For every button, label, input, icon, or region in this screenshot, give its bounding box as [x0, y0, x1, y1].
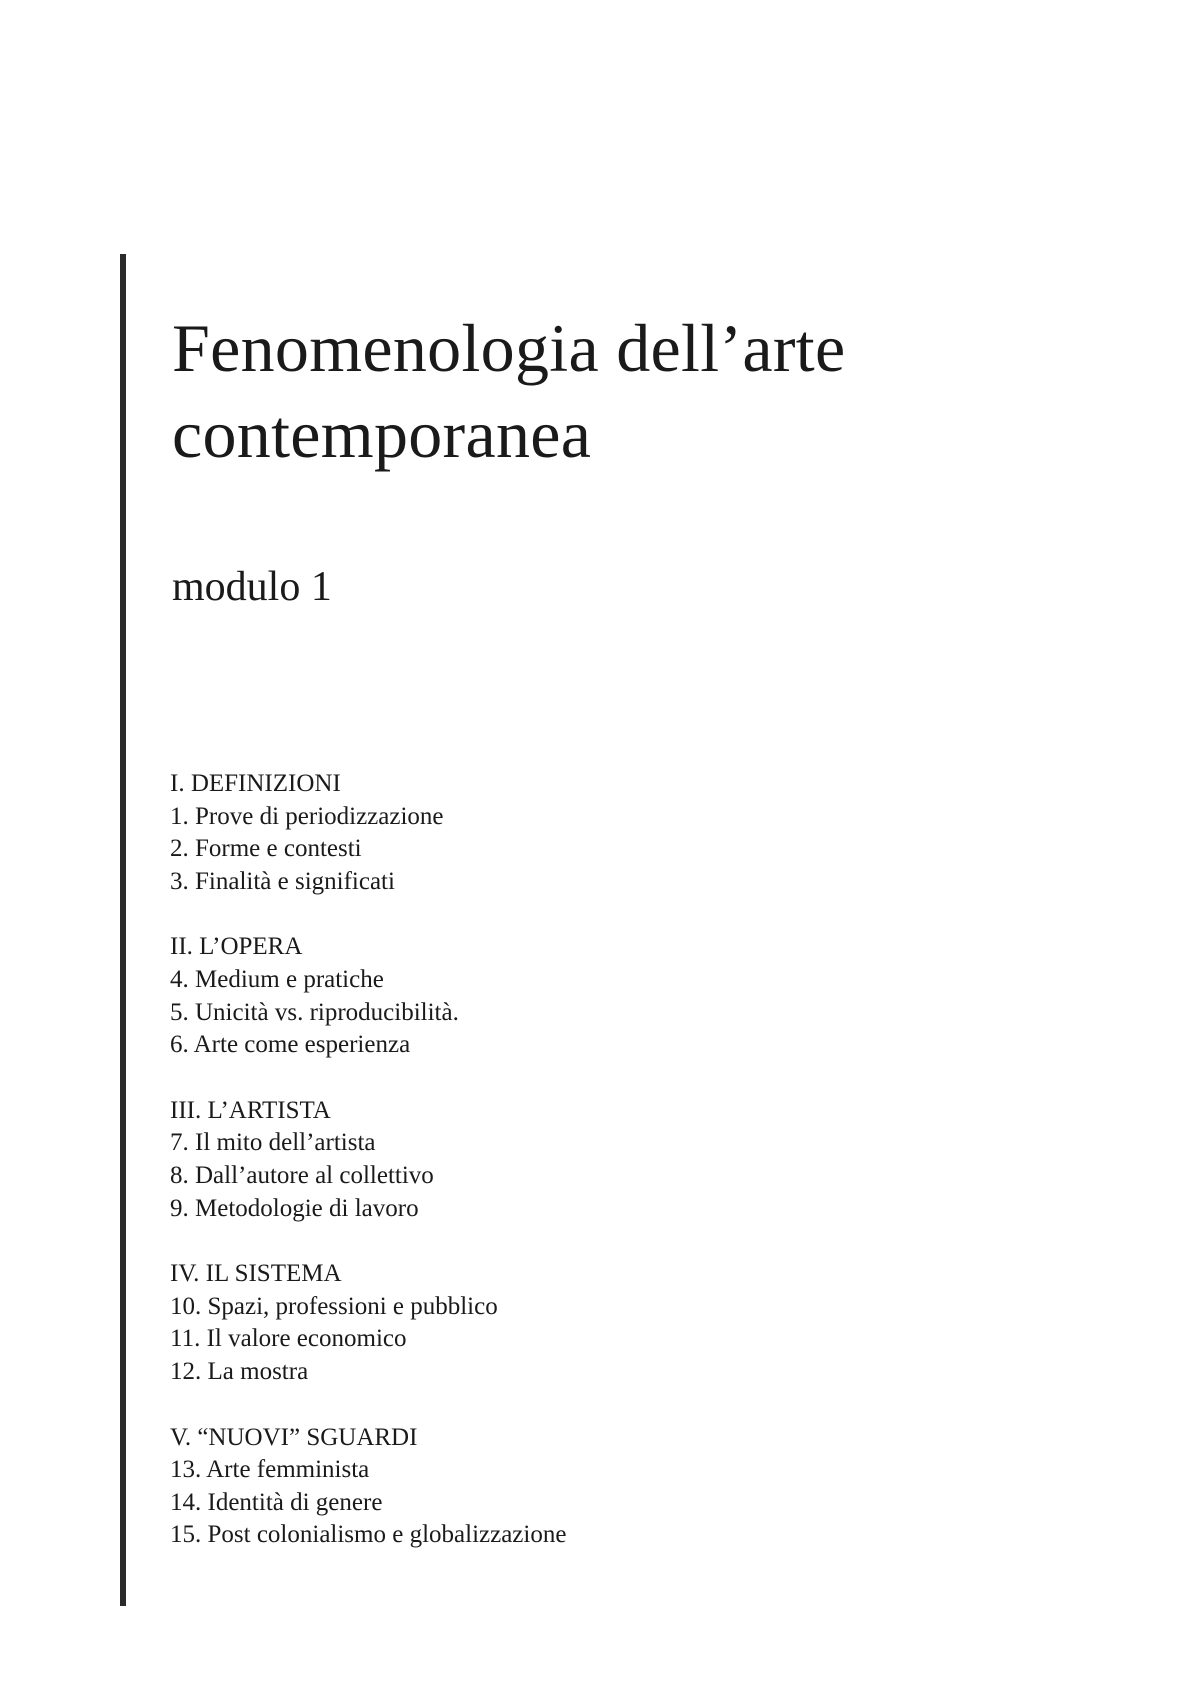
toc-item: 1. Prove di periodizzazione — [170, 802, 444, 830]
toc-item: 10. Spazi, professioni e pubblico — [170, 1292, 498, 1320]
document-title — [172, 305, 845, 477]
toc-item: 8. Dall’autore al collettivo — [170, 1161, 434, 1189]
toc-item: 13. Arte femminista — [170, 1456, 370, 1484]
toc-section-1 — [170, 768, 870, 898]
toc-section-heading: V. “NUOVI” SGUARDI — [170, 1423, 418, 1451]
toc-section-5 — [170, 1422, 870, 1552]
toc-item: 12. La mostra — [170, 1357, 309, 1385]
toc-section-4 — [170, 1258, 870, 1388]
margin-rule — [120, 254, 126, 1606]
toc-item: 2. Forme e contesti — [170, 835, 362, 863]
toc-section-heading: IV. IL SISTEMA — [170, 1260, 342, 1288]
toc-section-3 — [170, 1095, 870, 1225]
toc-item: 9. Metodologie di lavoro — [170, 1194, 419, 1222]
toc-item: 3. Finalità e significati — [170, 867, 395, 895]
toc-section-heading: II. L’OPERA — [170, 933, 303, 961]
toc-item: 4. Medium e pratiche — [170, 965, 384, 993]
toc-section-heading: I. DEFINIZIONI — [170, 770, 341, 797]
document-subtitle: modulo 1 — [172, 564, 332, 610]
title-line-2: contemporanea — [172, 396, 592, 472]
toc-item: 14. Identità di genere — [170, 1488, 383, 1516]
toc-item: 11. Il valore economico — [170, 1325, 407, 1353]
toc-item: 7. Il mito dell’artista — [170, 1129, 376, 1157]
toc-item: 6. Arte come esperienza — [170, 1031, 411, 1059]
toc-section-heading: III. L’ARTISTA — [170, 1096, 331, 1124]
toc-section-2 — [170, 931, 870, 1061]
toc-item: 5. Unicità vs. riproducibilità. — [170, 998, 459, 1026]
table-of-contents — [170, 768, 870, 1585]
toc-item: 15. Post colonialismo e globalizzazione — [170, 1521, 567, 1549]
title-line-1: Fenomenologia dell’arte — [172, 310, 846, 386]
